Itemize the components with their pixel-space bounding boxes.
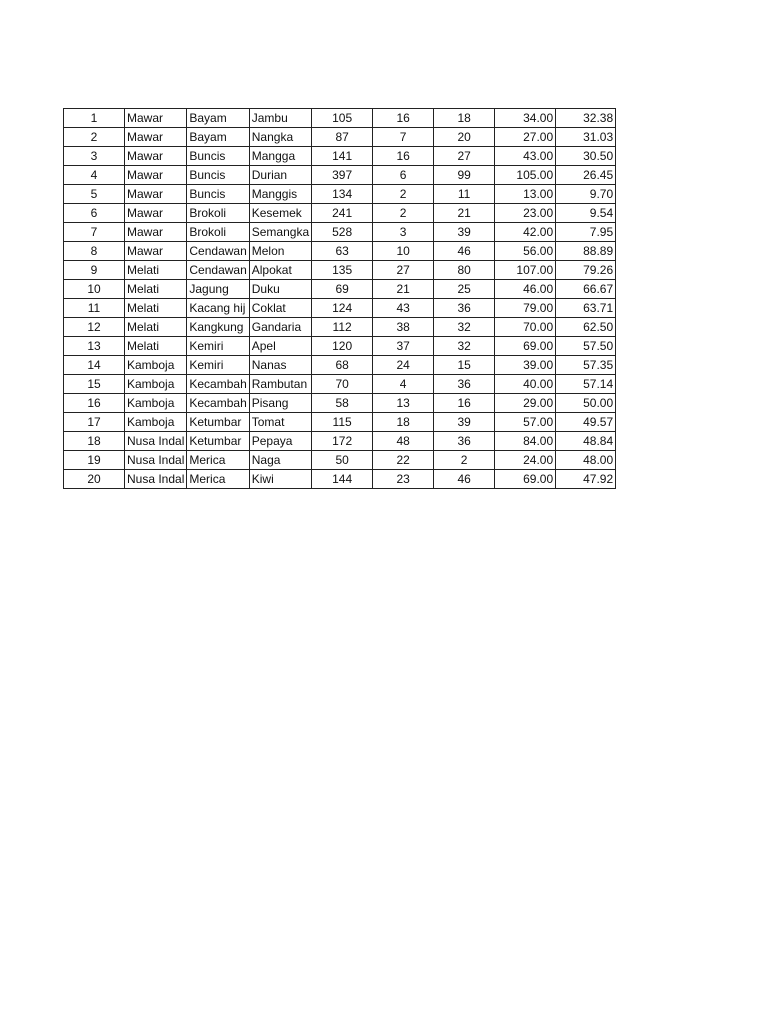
cell-number[interactable]: 9 [64,261,125,280]
cell-value-d[interactable]: 105.00 [495,166,556,185]
cell-value-b[interactable]: 18 [373,413,434,432]
cell-value-a[interactable]: 397 [312,166,373,185]
cell-value-c[interactable]: 32 [434,318,495,337]
table-row [64,470,616,489]
cell-value-d[interactable]: 69.00 [495,337,556,356]
cell-flower[interactable]: Kamboja [125,375,187,394]
cell-fruit[interactable]: Duku [249,280,311,299]
cell-fruit[interactable]: Pisang [249,394,311,413]
cell-number[interactable]: 19 [64,451,125,470]
cell-value-d[interactable]: 39.00 [495,356,556,375]
cell-vegetable[interactable]: Kecambah [187,394,249,413]
cell-fruit[interactable]: Alpokat [249,261,311,280]
cell-value-a[interactable]: 58 [312,394,373,413]
cell-vegetable[interactable]: Bayam [187,128,249,147]
cell-value-e[interactable]: 62.50 [556,318,616,337]
cell-value-b[interactable]: 3 [373,223,434,242]
cell-flower[interactable]: Melati [125,337,187,356]
table-row [64,223,616,242]
cell-value-c[interactable]: 99 [434,166,495,185]
cell-value-e[interactable]: 50.00 [556,394,616,413]
cell-value-a[interactable]: 124 [312,299,373,318]
cell-value-b[interactable]: 21 [373,280,434,299]
cell-value-c[interactable]: 21 [434,204,495,223]
cell-flower[interactable]: Nusa Indal [125,470,187,489]
cell-vegetable[interactable]: Kacang hij [187,299,249,318]
cell-value-c[interactable]: 32 [434,337,495,356]
cell-flower[interactable]: Mawar [125,242,187,261]
cell-fruit[interactable]: Semangka [249,223,311,242]
cell-value-c[interactable]: 25 [434,280,495,299]
cell-number[interactable]: 11 [64,299,125,318]
cell-value-e[interactable]: 63.71 [556,299,616,318]
cell-number[interactable]: 6 [64,204,125,223]
cell-value-a[interactable]: 105 [312,109,373,128]
cell-value-e[interactable]: 47.92 [556,470,616,489]
cell-value-a[interactable]: 241 [312,204,373,223]
cell-value-a[interactable]: 135 [312,261,373,280]
cell-vegetable[interactable]: Cendawan [187,261,249,280]
cell-flower[interactable]: Nusa Indal [125,432,187,451]
cell-vegetable[interactable]: Ketumbar [187,413,249,432]
cell-value-a[interactable]: 144 [312,470,373,489]
table-body [64,109,616,489]
cell-value-a[interactable]: 172 [312,432,373,451]
cell-value-e[interactable]: 9.70 [556,185,616,204]
table-row [64,356,616,375]
cell-value-d[interactable]: 46.00 [495,280,556,299]
cell-value-d[interactable]: 42.00 [495,223,556,242]
cell-value-e[interactable]: 79.26 [556,261,616,280]
cell-value-c[interactable]: 27 [434,147,495,166]
cell-value-d[interactable]: 27.00 [495,128,556,147]
cell-number[interactable]: 10 [64,280,125,299]
cell-vegetable[interactable]: Buncis [187,147,249,166]
table-row [64,147,616,166]
cell-vegetable[interactable]: Merica [187,451,249,470]
cell-value-d[interactable]: 24.00 [495,451,556,470]
cell-flower[interactable]: Kamboja [125,356,187,375]
cell-number[interactable]: 7 [64,223,125,242]
cell-value-a[interactable]: 87 [312,128,373,147]
cell-value-b[interactable]: 24 [373,356,434,375]
cell-value-b[interactable]: 48 [373,432,434,451]
cell-value-b[interactable]: 13 [373,394,434,413]
table-row [64,413,616,432]
cell-value-a[interactable]: 63 [312,242,373,261]
cell-flower[interactable]: Melati [125,318,187,337]
cell-value-b[interactable]: 6 [373,166,434,185]
cell-value-a[interactable]: 528 [312,223,373,242]
cell-flower[interactable]: Mawar [125,223,187,242]
cell-value-e[interactable]: 48.00 [556,451,616,470]
cell-fruit[interactable]: Kesemek [249,204,311,223]
cell-value-c[interactable]: 15 [434,356,495,375]
table-row [64,432,616,451]
cell-value-c[interactable]: 39 [434,223,495,242]
cell-value-a[interactable]: 115 [312,413,373,432]
cell-flower[interactable]: Mawar [125,128,187,147]
table-row [64,128,616,147]
cell-value-d[interactable]: 70.00 [495,318,556,337]
cell-value-b[interactable]: 10 [373,242,434,261]
cell-number[interactable]: 13 [64,337,125,356]
cell-value-d[interactable]: 84.00 [495,432,556,451]
cell-value-b[interactable]: 38 [373,318,434,337]
cell-value-b[interactable]: 37 [373,337,434,356]
cell-value-b[interactable]: 2 [373,204,434,223]
cell-fruit[interactable]: Pepaya [249,432,311,451]
spreadsheet-area [63,108,616,489]
cell-value-e[interactable]: 49.57 [556,413,616,432]
table-row [64,299,616,318]
cell-vegetable[interactable]: Buncis [187,166,249,185]
cell-value-c[interactable]: 36 [434,299,495,318]
cell-fruit[interactable]: Coklat [249,299,311,318]
cell-number[interactable]: 17 [64,413,125,432]
table-row [64,261,616,280]
cell-fruit[interactable]: Durian [249,166,311,185]
cell-value-e[interactable]: 66.67 [556,280,616,299]
cell-value-c[interactable]: 36 [434,432,495,451]
cell-fruit[interactable]: Mangga [249,147,311,166]
cell-number[interactable]: 8 [64,242,125,261]
cell-value-c[interactable]: 18 [434,109,495,128]
cell-fruit[interactable]: Gandaria [249,318,311,337]
cell-value-d[interactable]: 13.00 [495,185,556,204]
cell-flower[interactable]: Melati [125,261,187,280]
cell-number[interactable]: 20 [64,470,125,489]
table-row [64,318,616,337]
cell-number[interactable]: 4 [64,166,125,185]
cell-value-b[interactable]: 4 [373,375,434,394]
data-table [63,108,616,489]
cell-value-a[interactable]: 70 [312,375,373,394]
cell-value-b[interactable]: 7 [373,128,434,147]
cell-value-e[interactable]: 31.03 [556,128,616,147]
cell-value-e[interactable]: 57.14 [556,375,616,394]
cell-value-a[interactable]: 69 [312,280,373,299]
cell-flower[interactable]: Kamboja [125,394,187,413]
cell-fruit[interactable]: Naga [249,451,311,470]
cell-flower[interactable]: Kamboja [125,413,187,432]
cell-value-b[interactable]: 2 [373,185,434,204]
cell-value-d[interactable]: 43.00 [495,147,556,166]
cell-value-b[interactable]: 43 [373,299,434,318]
cell-fruit[interactable]: Kiwi [249,470,311,489]
cell-number[interactable]: 3 [64,147,125,166]
cell-flower[interactable]: Mawar [125,185,187,204]
cell-vegetable[interactable]: Kangkung [187,318,249,337]
cell-fruit[interactable]: Nanas [249,356,311,375]
cell-number[interactable]: 2 [64,128,125,147]
cell-value-b[interactable]: 27 [373,261,434,280]
cell-fruit[interactable]: Melon [249,242,311,261]
cell-value-e[interactable]: 32.38 [556,109,616,128]
table-row [64,394,616,413]
cell-value-c[interactable]: 80 [434,261,495,280]
cell-number[interactable]: 5 [64,185,125,204]
table-row [64,280,616,299]
cell-number[interactable]: 14 [64,356,125,375]
cell-value-c[interactable]: 39 [434,413,495,432]
cell-flower[interactable]: Melati [125,299,187,318]
table-row [64,242,616,261]
cell-value-e[interactable]: 48.84 [556,432,616,451]
cell-value-e[interactable]: 57.50 [556,337,616,356]
cell-value-b[interactable]: 16 [373,147,434,166]
cell-value-a[interactable]: 120 [312,337,373,356]
cell-fruit[interactable]: Apel [249,337,311,356]
cell-value-e[interactable]: 26.45 [556,166,616,185]
cell-value-e[interactable]: 88.89 [556,242,616,261]
cell-value-d[interactable]: 69.00 [495,470,556,489]
cell-value-c[interactable]: 46 [434,242,495,261]
cell-vegetable[interactable]: Buncis [187,185,249,204]
cell-value-d[interactable]: 57.00 [495,413,556,432]
cell-fruit[interactable]: Tomat [249,413,311,432]
cell-number[interactable]: 16 [64,394,125,413]
cell-value-b[interactable]: 16 [373,109,434,128]
cell-value-d[interactable]: 40.00 [495,375,556,394]
cell-vegetable[interactable]: Merica [187,470,249,489]
cell-flower[interactable]: Mawar [125,147,187,166]
cell-value-d[interactable]: 107.00 [495,261,556,280]
table-row [64,109,616,128]
cell-value-e[interactable]: 57.35 [556,356,616,375]
cell-number[interactable]: 1 [64,109,125,128]
cell-vegetable[interactable]: Bayam [187,109,249,128]
table-row [64,451,616,470]
table-row [64,166,616,185]
cell-value-b[interactable]: 23 [373,470,434,489]
table-row [64,337,616,356]
cell-vegetable[interactable]: Brokoli [187,223,249,242]
cell-fruit[interactable]: Jambu [249,109,311,128]
cell-value-c[interactable]: 16 [434,394,495,413]
cell-value-e[interactable]: 9.54 [556,204,616,223]
cell-value-d[interactable]: 79.00 [495,299,556,318]
cell-value-d[interactable]: 56.00 [495,242,556,261]
cell-fruit[interactable]: Manggis [249,185,311,204]
cell-value-a[interactable]: 141 [312,147,373,166]
cell-value-c[interactable]: 11 [434,185,495,204]
cell-vegetable[interactable]: Ketumbar [187,432,249,451]
cell-value-b[interactable]: 22 [373,451,434,470]
cell-number[interactable]: 15 [64,375,125,394]
table-row [64,204,616,223]
cell-value-c[interactable]: 46 [434,470,495,489]
cell-value-a[interactable]: 134 [312,185,373,204]
cell-flower[interactable]: Mawar [125,109,187,128]
cell-value-d[interactable]: 34.00 [495,109,556,128]
cell-value-d[interactable]: 23.00 [495,204,556,223]
table-row [64,375,616,394]
table-row [64,185,616,204]
cell-vegetable[interactable]: Brokoli [187,204,249,223]
cell-fruit[interactable]: Rambutan [249,375,311,394]
cell-value-a[interactable]: 50 [312,451,373,470]
cell-value-c[interactable]: 36 [434,375,495,394]
cell-vegetable[interactable]: Jagung [187,280,249,299]
cell-number[interactable]: 12 [64,318,125,337]
cell-flower[interactable]: Nusa Indal [125,451,187,470]
cell-fruit[interactable]: Nangka [249,128,311,147]
cell-number[interactable]: 18 [64,432,125,451]
cell-vegetable[interactable]: Kemiri [187,356,249,375]
cell-value-c[interactable]: 20 [434,128,495,147]
cell-value-d[interactable]: 29.00 [495,394,556,413]
cell-vegetable[interactable]: Cendawan [187,242,249,261]
cell-value-c[interactable]: 2 [434,451,495,470]
cell-value-a[interactable]: 112 [312,318,373,337]
cell-vegetable[interactable]: Kemiri [187,337,249,356]
cell-vegetable[interactable]: Kecambah [187,375,249,394]
cell-value-e[interactable]: 30.50 [556,147,616,166]
cell-flower[interactable]: Mawar [125,166,187,185]
cell-flower[interactable]: Melati [125,280,187,299]
cell-value-e[interactable]: 7.95 [556,223,616,242]
cell-value-a[interactable]: 68 [312,356,373,375]
cell-flower[interactable]: Mawar [125,204,187,223]
